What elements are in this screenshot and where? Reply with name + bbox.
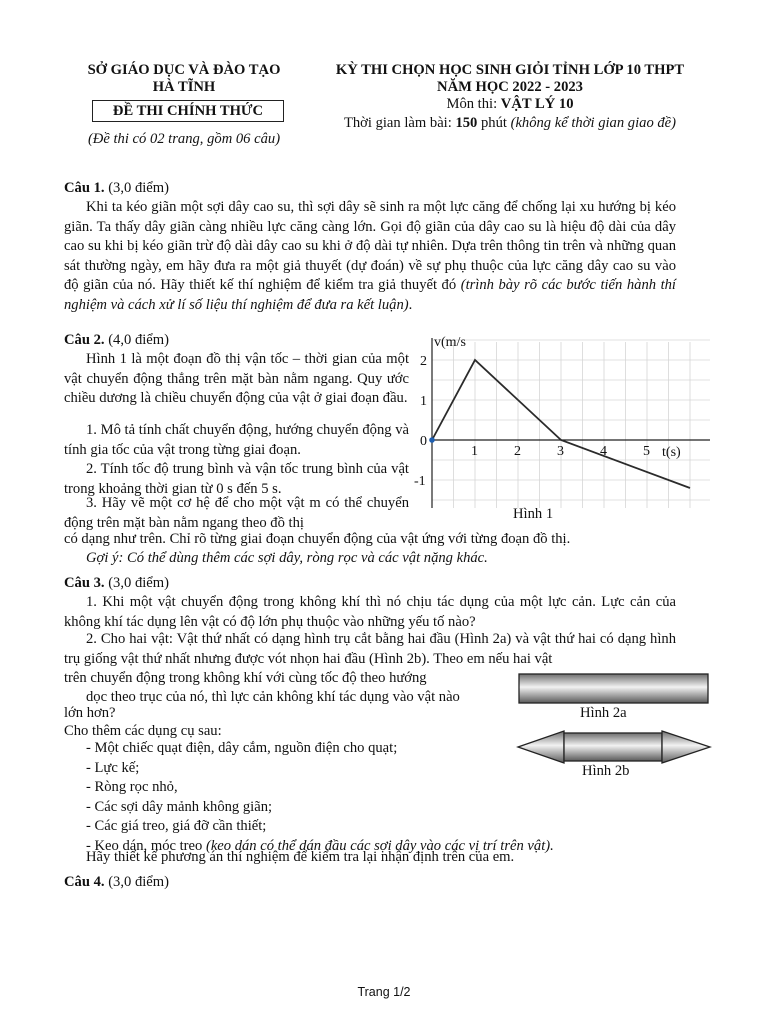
q3-task: Hãy thiết kế phương án thí nghiệm để kiểm tra lại nhận định trên của em.: [86, 849, 515, 865]
q2-item3-b: có dạng như trên. Chỉ rõ từng giai đoạn chuyển động của vật ứng với từng đoạn đồ thị.: [64, 531, 571, 547]
time-line: [300, 115, 720, 132]
exam-title-line: KỲ THI CHỌN HỌC SINH GIỎI TỈNH LỚP 10 THPT: [335, 62, 685, 78]
q2-item1: 1. Mô tả tính chất chuyển động, hướng chuyển động và tính gia tốc của vật trong từng giai đoạn.: [64, 422, 409, 458]
x-tick-label: 5: [643, 444, 650, 459]
q3-points: (3,0 điểm): [104, 575, 169, 591]
cylinder-body: [519, 674, 708, 703]
subject-prefix: Môn thi:: [446, 96, 501, 112]
q2-hint: Gợi ý: Có thể dùng thêm các sợi dây, ròng rọc và các vật nặng khác.: [86, 550, 488, 566]
cylinder-pointed-figure: [516, 729, 712, 765]
y-tick-label: 1: [420, 394, 427, 409]
q1-body-italic: (trình bày rõ các bước tiến hành thí nghiệm và cách xử lí số liệu thí nghiệm để đưa ra kết luận): [64, 277, 676, 313]
q4-points: (3,0 điểm): [104, 874, 169, 890]
chart-series: [429, 360, 690, 488]
q3-item2-c: dọc theo trục của nó, thì lực cản không khí tác dụng vào vật nào: [86, 689, 460, 705]
origin-point: [429, 437, 435, 443]
q2-intro: Hình 1 là một đoạn đồ thị vận tốc – thời gian của một vật chuyển động thẳng trên mặt bàn nằm ngang. Quy ước chiều dương là chiều chuyển động của vật ở giai đoạn đầu.: [64, 351, 409, 406]
cylinder-middle: [564, 733, 662, 761]
q1-title: Câu 1.: [64, 180, 105, 196]
x-tick-label: 4: [600, 444, 607, 459]
list-item: - Một chiếc quạt điện, dây cắm, nguồn điện cho quạt;: [86, 740, 398, 756]
q3-item2-a: 2. Cho hai vật: Vật thứ nhất có dạng hình trụ cắt bằng hai đầu (Hình 2a) và vật thứ hai có dạng hình trụ giống vật thứ nhất nhưng được vót nhọn hai đầu (Hình 2b). Theo em nếu hai vật: [64, 631, 676, 667]
x-tick-label: 3: [557, 444, 564, 459]
q2-item2: 2. Tính tốc độ trung bình và vận tốc trung bình của vật trong khoảng thời gian từ 0 s đến 5 s.: [64, 461, 409, 497]
exam-title: [300, 62, 720, 96]
q2-heading: [64, 331, 169, 351]
list-item: - Các sợi dây mảnh không giãn;: [86, 798, 273, 815]
cylinder-flat-figure: [518, 672, 710, 706]
q1-body-end: .: [408, 296, 413, 313]
y-tick-label: 0: [420, 434, 427, 449]
page-number: Trang 1/2: [357, 985, 411, 999]
official-exam-box: ĐỀ THI CHÍNH THỨC: [92, 100, 284, 122]
chart-grid: [432, 340, 710, 508]
department-line: SỞ GIÁO DỤC VÀ ĐÀO TẠO: [87, 62, 281, 78]
y-axis-label: v(m/s: [434, 335, 466, 350]
x-tick-label: 2: [514, 444, 521, 459]
pages-note: (Đề thi có 02 trang, gồm 06 câu): [87, 131, 281, 147]
figure-2a-caption: Hình 2a: [580, 705, 627, 721]
province-line: HÀ TĨNH: [152, 79, 216, 95]
q2-title: Câu 2.: [64, 332, 105, 348]
figure-1-caption: Hình 1: [513, 506, 554, 522]
subject-line: [300, 96, 720, 113]
q3-heading: [64, 574, 169, 594]
tool-last-text: - Keo dán, móc treo: [86, 837, 206, 854]
y-tick-label: 2: [420, 354, 427, 369]
chart-labels: [414, 335, 681, 489]
cone-left: [518, 731, 564, 763]
q3-item1: 1. Khi một vật chuyển động trong không khí thì nó chịu tác dụng của một lực cản. Lực cản của không khí tác dụng lên vật có độ lớn phụ thuộc vào những yếu tố nào?: [64, 594, 676, 630]
y-tick-label: -1: [414, 474, 426, 489]
cone-right: [662, 731, 710, 763]
time-prefix: Thời gian làm bài:: [343, 115, 456, 131]
time-unit: phút: [477, 115, 511, 131]
list-item: - Lực kế;: [86, 759, 140, 776]
q1-heading: [64, 179, 169, 199]
time-value: 150: [455, 115, 478, 131]
department-name: [64, 62, 304, 96]
q3-title: Câu 3.: [64, 575, 105, 591]
list-item: - Ròng rọc nhỏ,: [86, 779, 178, 795]
q2-item3-a: 3. Hãy vẽ một cơ hệ để cho một vật m có thể chuyển động trên mặt bàn nằm ngang theo đồ thị: [64, 495, 409, 531]
school-year-line: NĂM HỌC 2022 - 2023: [437, 79, 583, 95]
time-note: (không kể thời gian giao đề): [510, 115, 677, 131]
q1-points: (3,0 điểm): [104, 180, 169, 196]
list-item: - Các giá treo, giá đỡ cần thiết;: [86, 818, 267, 834]
q3-tool-list: [86, 739, 554, 856]
q4-heading: [64, 873, 169, 893]
q4-title: Câu 4.: [64, 874, 105, 890]
subject-name: VẬT LÝ 10: [500, 96, 574, 112]
tool-last-italic: (keo dán có thể dán đầu các sợi dây vào các vị trí trên vật).: [205, 837, 554, 854]
x-axis-label: t(s): [662, 445, 681, 460]
figure-2b-caption: Hình 2b: [582, 763, 630, 779]
q3-item2-d: lớn hơn?: [64, 705, 116, 721]
x-tick-label: 1: [471, 444, 478, 459]
q1-body-text: Khi ta kéo giãn một sợi dây cao su, thì sợi dây sẽ sinh ra một lực căng để chống lại xu hướng bị kéo giãn. Ta thấy dây giãn càng nhiều lực căng càng lớn. Gọi độ giãn của dây cao su là hiệu độ dài của dây cao su khi bị kéo giãn trừ độ dài dây cao su khi ở độ dài tự nhiên. Dựa trên thông tin trên và những quan sát thường ngày, em hãy đưa ra một giả thuyết (dự đoán) về sự phụ thuộc của lực căng dây cao su vào độ giãn của nó. Hãy thiết kế thí nghiệm để kiểm tra giả thuyết đó: [64, 199, 676, 293]
q2-points: (4,0 điểm): [104, 332, 169, 348]
q1-body: [64, 198, 676, 315]
q3-item2-b: trên chuyển động trong không khí với cùng tốc độ theo hướng: [64, 670, 427, 686]
velocity-time-chart: [404, 330, 714, 530]
q3-tools-intro: Cho thêm các dụng cụ sau:: [64, 723, 222, 739]
